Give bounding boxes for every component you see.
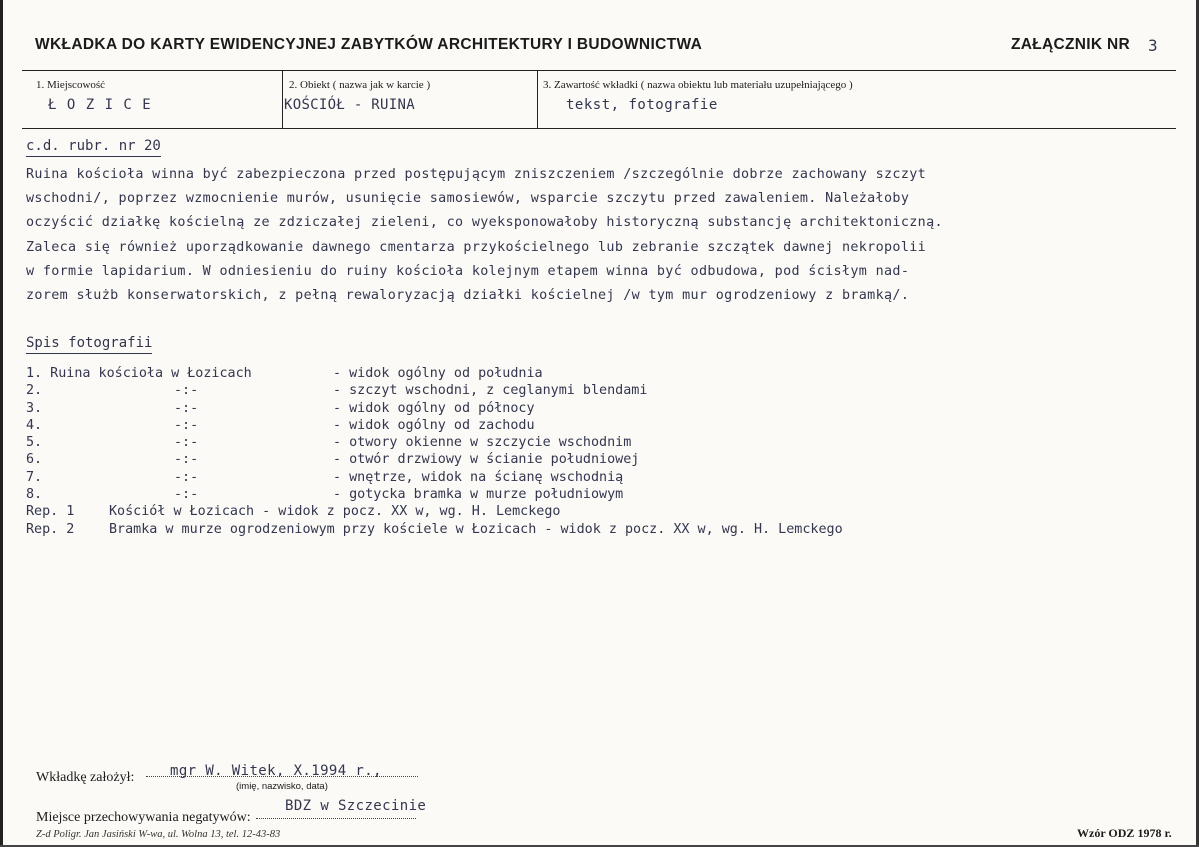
photo-item: [26, 417, 535, 435]
reproduction-description: Bramka w murze ogrodzeniowym przy kościele w Łozicach - widok z pocz. XX w, wg. H. Lemckego: [109, 521, 843, 537]
photo-number: 4.: [26, 417, 43, 433]
photo-item: [26, 400, 535, 418]
photo-number: 8.: [26, 487, 43, 503]
body-line: w formie lapidarium. W odniesieniu do ruiny kościoła kolejnym etapem winna być odbudowa, pod ścisłym nad-: [26, 263, 910, 279]
photo-number: 5.: [26, 435, 43, 451]
section-reference: c.d. rubr. nr 20: [26, 138, 161, 157]
photo-item: [26, 469, 624, 487]
object-value: KOŚCIÓŁ - RUINA: [284, 97, 415, 113]
header-bottom-rule: [22, 128, 1176, 129]
photo-description: - wnętrze, widok na ścianę wschodnią: [333, 469, 624, 485]
reproduction-number: Rep. 2: [26, 521, 75, 537]
header-top-rule: [22, 70, 1176, 71]
photo-number: 2.: [26, 383, 43, 399]
body-line: Ruina kościoła winna być zabezpieczona przed postępującym zniszczeniem /szczególnie dobrze zachowany szczyt: [26, 167, 927, 182]
photo-item: [26, 487, 624, 504]
section-body: [26, 163, 1186, 308]
negatives-storage-value: BDZ w Szczecinie: [285, 798, 427, 814]
photo-ditto: -:-: [174, 487, 199, 503]
photo-ditto: -:-: [174, 469, 199, 485]
printer-imprint: Z-d Poligr. Jan Jasiński W-wa, ul. Wolna 13, tel. 12-43-83: [36, 829, 281, 840]
photo-description: - widok ogólny od zachodu: [333, 417, 535, 433]
body-line: oczyścić działkę kościelną ze zdziczałej zieleni, co wyeksponowałoby historyczną substancję architektoniczną.: [26, 215, 943, 231]
photo-item: [26, 366, 543, 383]
contents-label: 3. Zawartość wkładki ( nazwa obiektu lub materiału uzupełniającego ): [543, 79, 853, 91]
photo-item: [26, 435, 632, 452]
field-divider-1: [282, 71, 283, 128]
contents-value: tekst, fotografie: [566, 97, 718, 113]
photo-number: 3.: [26, 400, 43, 416]
photo-number: 1. Ruina kościoła w Łozicach: [26, 366, 252, 381]
reproduction-number: Rep. 1: [26, 504, 75, 520]
created-by-value: mgr W. Witek, X.1994 r.,: [170, 763, 382, 779]
object-label: 2. Obiekt ( nazwa jak w karcie ): [289, 79, 431, 91]
photo-ditto: -:-: [174, 400, 199, 416]
photo-description: - gotycka bramka w murze południowym: [333, 487, 624, 503]
photo-description: - widok ogólny od północy: [333, 400, 535, 416]
photo-item: [26, 383, 648, 400]
photo-description: - szczyt wschodni, z ceglanymi blendami: [333, 383, 648, 399]
locality-value: Ł O Z I C E: [48, 97, 152, 113]
locality-label: 1. Miejscowość: [36, 79, 106, 91]
photo-ditto: -:-: [174, 383, 199, 399]
annex-number: 3: [1148, 36, 1158, 55]
created-by-caption: (imię, nazwisko, data): [236, 781, 328, 792]
field-divider-2: [537, 71, 538, 128]
body-line: wschodni/, poprzez wzmocnienie murów, usunięcie samosiewów, wsparcie szczytu przed zawaleniem. Należałoby: [26, 191, 910, 207]
photo-list: [26, 366, 843, 539]
photo-description: - widok ogólny od południa: [333, 366, 543, 381]
left-frame-edge: [0, 0, 3, 847]
form-model: Wzór ODZ 1978 r.: [1077, 826, 1172, 840]
photo-number: 6.: [26, 452, 43, 468]
created-by-label: Wkładkę założył:: [36, 770, 135, 785]
reproduction-item: [26, 521, 843, 539]
body-line: Zaleca się również uporządkowanie dawnego cmentarza przykościelnego lub zebranie szczątek dawnej nekropolii: [26, 239, 927, 255]
photo-description: - otwory okienne w szczycie wschodnim: [333, 435, 632, 451]
annex-label: ZAŁĄCZNIK NR: [1011, 36, 1130, 53]
negatives-storage-dotted-line: [256, 818, 416, 819]
document-title: WKŁADKA DO KARTY EWIDENCYJNEJ ZABYTKÓW ARCHITEKTURY I BUDOWNICTWA: [35, 36, 703, 53]
reproduction-description: Kościół w Łozicach - widok z pocz. XX w, wg. H. Lemckego: [109, 504, 561, 520]
photo-ditto: -:-: [174, 417, 199, 433]
photo-description: - otwór drzwiowy w ścianie południowej: [333, 452, 640, 468]
body-line: zorem służb konserwatorskich, z pełną rewaloryzacją działki kościelnej /w tym mur ogrodzeniowy z bramką/.: [26, 288, 910, 304]
photo-number: 7.: [26, 469, 43, 485]
reproduction-item: [26, 504, 561, 521]
photo-list-heading: Spis fotografii: [26, 335, 152, 354]
negatives-storage-label: Miejsce przechowywania negatywów:: [36, 810, 251, 825]
photo-ditto: -:-: [174, 435, 199, 451]
photo-item: [26, 452, 640, 469]
photo-ditto: -:-: [174, 452, 199, 468]
